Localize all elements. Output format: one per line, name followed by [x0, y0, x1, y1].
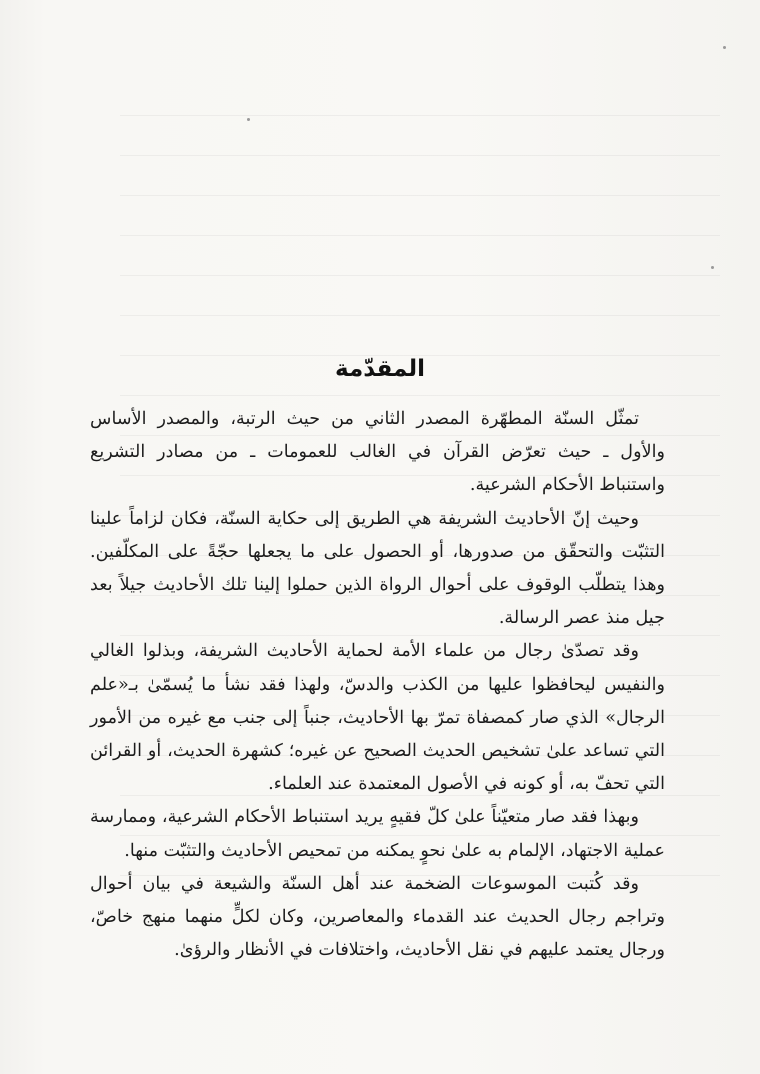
scan-speck — [247, 118, 250, 121]
page-heading: المقدّمة — [335, 356, 425, 382]
paragraph-5: وقد كُتبت الموسوعات الضخمة عند أهل السنّة والشيعة في بيان أحوال وتراجم رجال الحديث عند القدماء والمعاصرين، وكان لكلٍّ منهما منهج خاصّ، ورجال يعتمد عليهم في نقل الأحاديث، واختلافات في الأنظار والرؤىٰ. — [90, 873, 665, 961]
paragraph-3: وقد تصدّىٰ رجال من علماء الأمة لحماية الأحاديث الشريفة، وبذلوا الغالي والنفيس ليحافظوا عليها من الكذب والدسّ، ولهذا فقد نشأ ما يُسمّىٰ بـ«علم الرجال» الذي صار كمصفاة تمرّ بها الأحاديث، جنباً إلى جنب مع غيره من الأمور التي تساعد علىٰ تشخيص الحديث الصحيح عن غيره؛ كشهرة الحديث، أو القرائن التي تحفّ به، أو كونه في الأصول المعتمدة عند العلماء. — [90, 641, 665, 795]
body-text — [90, 403, 665, 967]
scan-speck — [723, 46, 726, 49]
paragraph-2: وحيث إنّ الأحاديث الشريفة هي الطريق إلى حكاية السنّة، فكان لزاماً علينا التثبّت والتحقّق من صدورها، أو الحصول على ما يجعلها حجّةً على المكلّفين. وهذا يتطلّب الوقوف على أحوال الرواة الذين حملوا إلينا تلك الأحاديث جيلاً بعد جيل منذ عصر الرسالة. — [90, 508, 665, 629]
paragraph-4: وبهذا فقد صار متعيّناً علىٰ كلّ فقيهٍ يريد استنباط الأحكام الشرعية، وممارسة عملية الاجتهاد، الإلمام به علىٰ نحوٍ يمكنه من تمحيص الأحاديث والتثبّت منها. — [90, 807, 665, 861]
scan-speck — [711, 266, 714, 269]
paragraph-1: تمثّل السنّة المطهّرة المصدر الثاني من حيث الرتبة، والمصدر الأساس والأول ـ حيث تعرّض القرآن في الغالب للعمومات ـ من مصادر التشريع واستنباط الأحكام الشرعية. — [90, 409, 665, 496]
